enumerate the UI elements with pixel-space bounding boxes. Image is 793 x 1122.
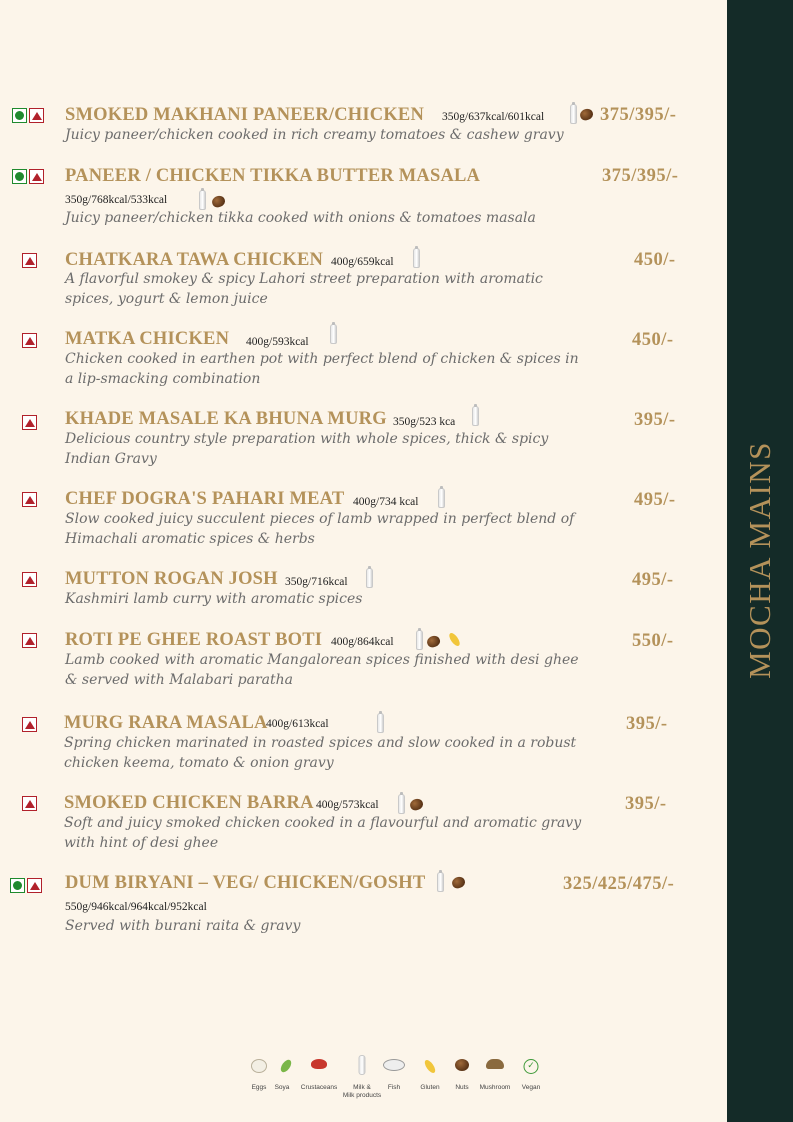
item-price: 375/395/- — [600, 105, 677, 125]
nut-icon — [409, 797, 425, 812]
non-veg-icon — [22, 572, 37, 587]
item-price: 495/- — [632, 570, 674, 590]
diet-badges — [22, 415, 37, 430]
veg-icon — [12, 108, 27, 123]
item-nutrition: 400g/613kcal — [266, 718, 329, 730]
veg-icon — [12, 169, 27, 184]
fish-icon — [383, 1059, 405, 1071]
diet-badges — [22, 796, 37, 811]
milk-icon — [416, 630, 423, 650]
item-nutrition: 350g/523 kca — [393, 416, 456, 428]
egg-icon — [251, 1059, 267, 1073]
item-name: CHATKARA TAWA CHICKEN — [65, 250, 324, 270]
milk-bottle-icon — [359, 1055, 366, 1075]
item-name: DUM BIRYANI – VEG/ CHICKEN/GOSHT — [65, 873, 426, 893]
nut-icon — [455, 1059, 469, 1071]
item-name: CHEF DOGRA'S PAHARI MEAT — [65, 489, 345, 509]
item-description: Served with burani raita & gravy — [65, 918, 301, 934]
soya-icon — [279, 1058, 294, 1074]
milk-icon — [438, 488, 445, 508]
item-price: 395/- — [626, 714, 668, 734]
milk-icon — [472, 406, 479, 426]
non-veg-icon — [22, 492, 37, 507]
nut-icon — [579, 107, 595, 122]
item-name: SMOKED CHICKEN BARRA — [64, 793, 314, 813]
milk-icon — [398, 794, 405, 814]
milk-icon — [199, 190, 206, 210]
nut-icon — [426, 634, 442, 649]
allergen-legend: Eggs Soya Crustaceans Milk & Milk products Fish Gluten Nuts Mushroom ✓ Vegan — [245, 1055, 555, 1105]
non-veg-icon — [22, 333, 37, 348]
item-nutrition: 400g/573kcal — [316, 799, 379, 811]
diet-badges — [12, 108, 44, 123]
item-nutrition: 350g/768kcal/533kcal — [65, 194, 168, 206]
gluten-icon — [447, 631, 461, 647]
item-name: MATKA CHICKEN — [65, 329, 230, 349]
diet-badges — [22, 253, 37, 268]
non-veg-icon — [22, 717, 37, 732]
non-veg-icon — [27, 878, 42, 893]
milk-icon — [413, 248, 420, 268]
item-description: Juicy paneer/chicken tikka cooked with onions & tomatoes masala — [65, 210, 536, 226]
item-nutrition: 400g/593kcal — [246, 336, 309, 348]
item-description: Juicy paneer/chicken cooked in rich creamy tomatoes & cashew gravy — [65, 127, 564, 143]
non-veg-icon — [29, 169, 44, 184]
non-veg-icon — [22, 415, 37, 430]
item-price: 325/425/475/- — [563, 874, 675, 894]
nut-icon — [211, 194, 227, 209]
item-description: Chicken cooked in earthen pot with perfect blend of chicken & spices in a lip-smacking combination — [65, 351, 579, 387]
item-price: 450/- — [634, 250, 676, 270]
item-nutrition: 400g/864kcal — [331, 636, 394, 648]
item-nutrition: 400g/734 kcal — [353, 496, 419, 508]
diet-badges — [12, 169, 44, 184]
item-nutrition: 350g/637kcal/601kcal — [442, 111, 545, 123]
non-veg-icon — [29, 108, 44, 123]
item-name: KHADE MASALE KA BHUNA MURG — [65, 409, 387, 429]
item-price: 550/- — [632, 631, 674, 651]
diet-badges — [22, 717, 37, 732]
item-name: MURG RARA MASALA — [64, 713, 268, 733]
mushroom-icon — [486, 1059, 504, 1069]
diet-badges — [10, 878, 42, 893]
item-description: Soft and juicy smoked chicken cooked in a flavourful and aromatic gravy with hint of desi ghee — [64, 815, 582, 851]
milk-icon — [330, 324, 337, 344]
item-description: Delicious country style preparation with whole spices, thick & spicy Indian Gravy — [65, 431, 549, 467]
milk-icon — [377, 713, 384, 733]
diet-badges — [22, 492, 37, 507]
item-price: 450/- — [632, 330, 674, 350]
item-nutrition: 400g/659kcal — [331, 256, 394, 268]
item-price: 495/- — [634, 490, 676, 510]
item-name: ROTI PE GHEE ROAST BOTI — [65, 630, 323, 650]
nut-icon — [451, 875, 467, 890]
veg-icon — [10, 878, 25, 893]
diet-badges — [22, 572, 37, 587]
gluten-icon — [423, 1058, 437, 1074]
milk-icon — [570, 104, 577, 124]
item-description: Kashmiri lamb curry with aromatic spices — [65, 591, 363, 607]
crab-icon — [311, 1059, 327, 1069]
item-price: 395/- — [634, 410, 676, 430]
non-veg-icon — [22, 253, 37, 268]
diet-badges — [22, 633, 37, 648]
milk-icon — [366, 568, 373, 588]
item-nutrition: 550g/946kcal/964kcal/952kcal — [65, 901, 207, 913]
diet-badges — [22, 333, 37, 348]
item-price: 375/395/- — [602, 166, 679, 186]
item-description: A flavorful smokey & spicy Lahori street preparation with aromatic spices, yogurt & lemon juice — [65, 271, 543, 307]
item-price: 395/- — [625, 794, 667, 814]
item-description: Lamb cooked with aromatic Mangalorean spices finished with desi ghee & served with Malabari paratha — [65, 652, 579, 688]
item-description: Spring chicken marinated in roasted spices and slow cooked in a robust chicken keema, tomato & onion gravy — [64, 735, 577, 771]
non-veg-icon — [22, 633, 37, 648]
item-name: MUTTON ROGAN JOSH — [65, 569, 278, 589]
vegan-icon: ✓ — [524, 1059, 539, 1074]
item-name: SMOKED MAKHANI PANEER/CHICKEN — [65, 105, 425, 125]
item-name: PANEER / CHICKEN TIKKA BUTTER MASALA — [65, 166, 481, 186]
item-description: Slow cooked juicy succulent pieces of lamb wrapped in perfect blend of Himachali aromatic spices & herbs — [65, 511, 575, 547]
section-title: MOCHA MAINS — [742, 441, 777, 679]
non-veg-icon — [22, 796, 37, 811]
item-nutrition: 350g/716kcal — [285, 576, 348, 588]
milk-icon — [437, 872, 444, 892]
